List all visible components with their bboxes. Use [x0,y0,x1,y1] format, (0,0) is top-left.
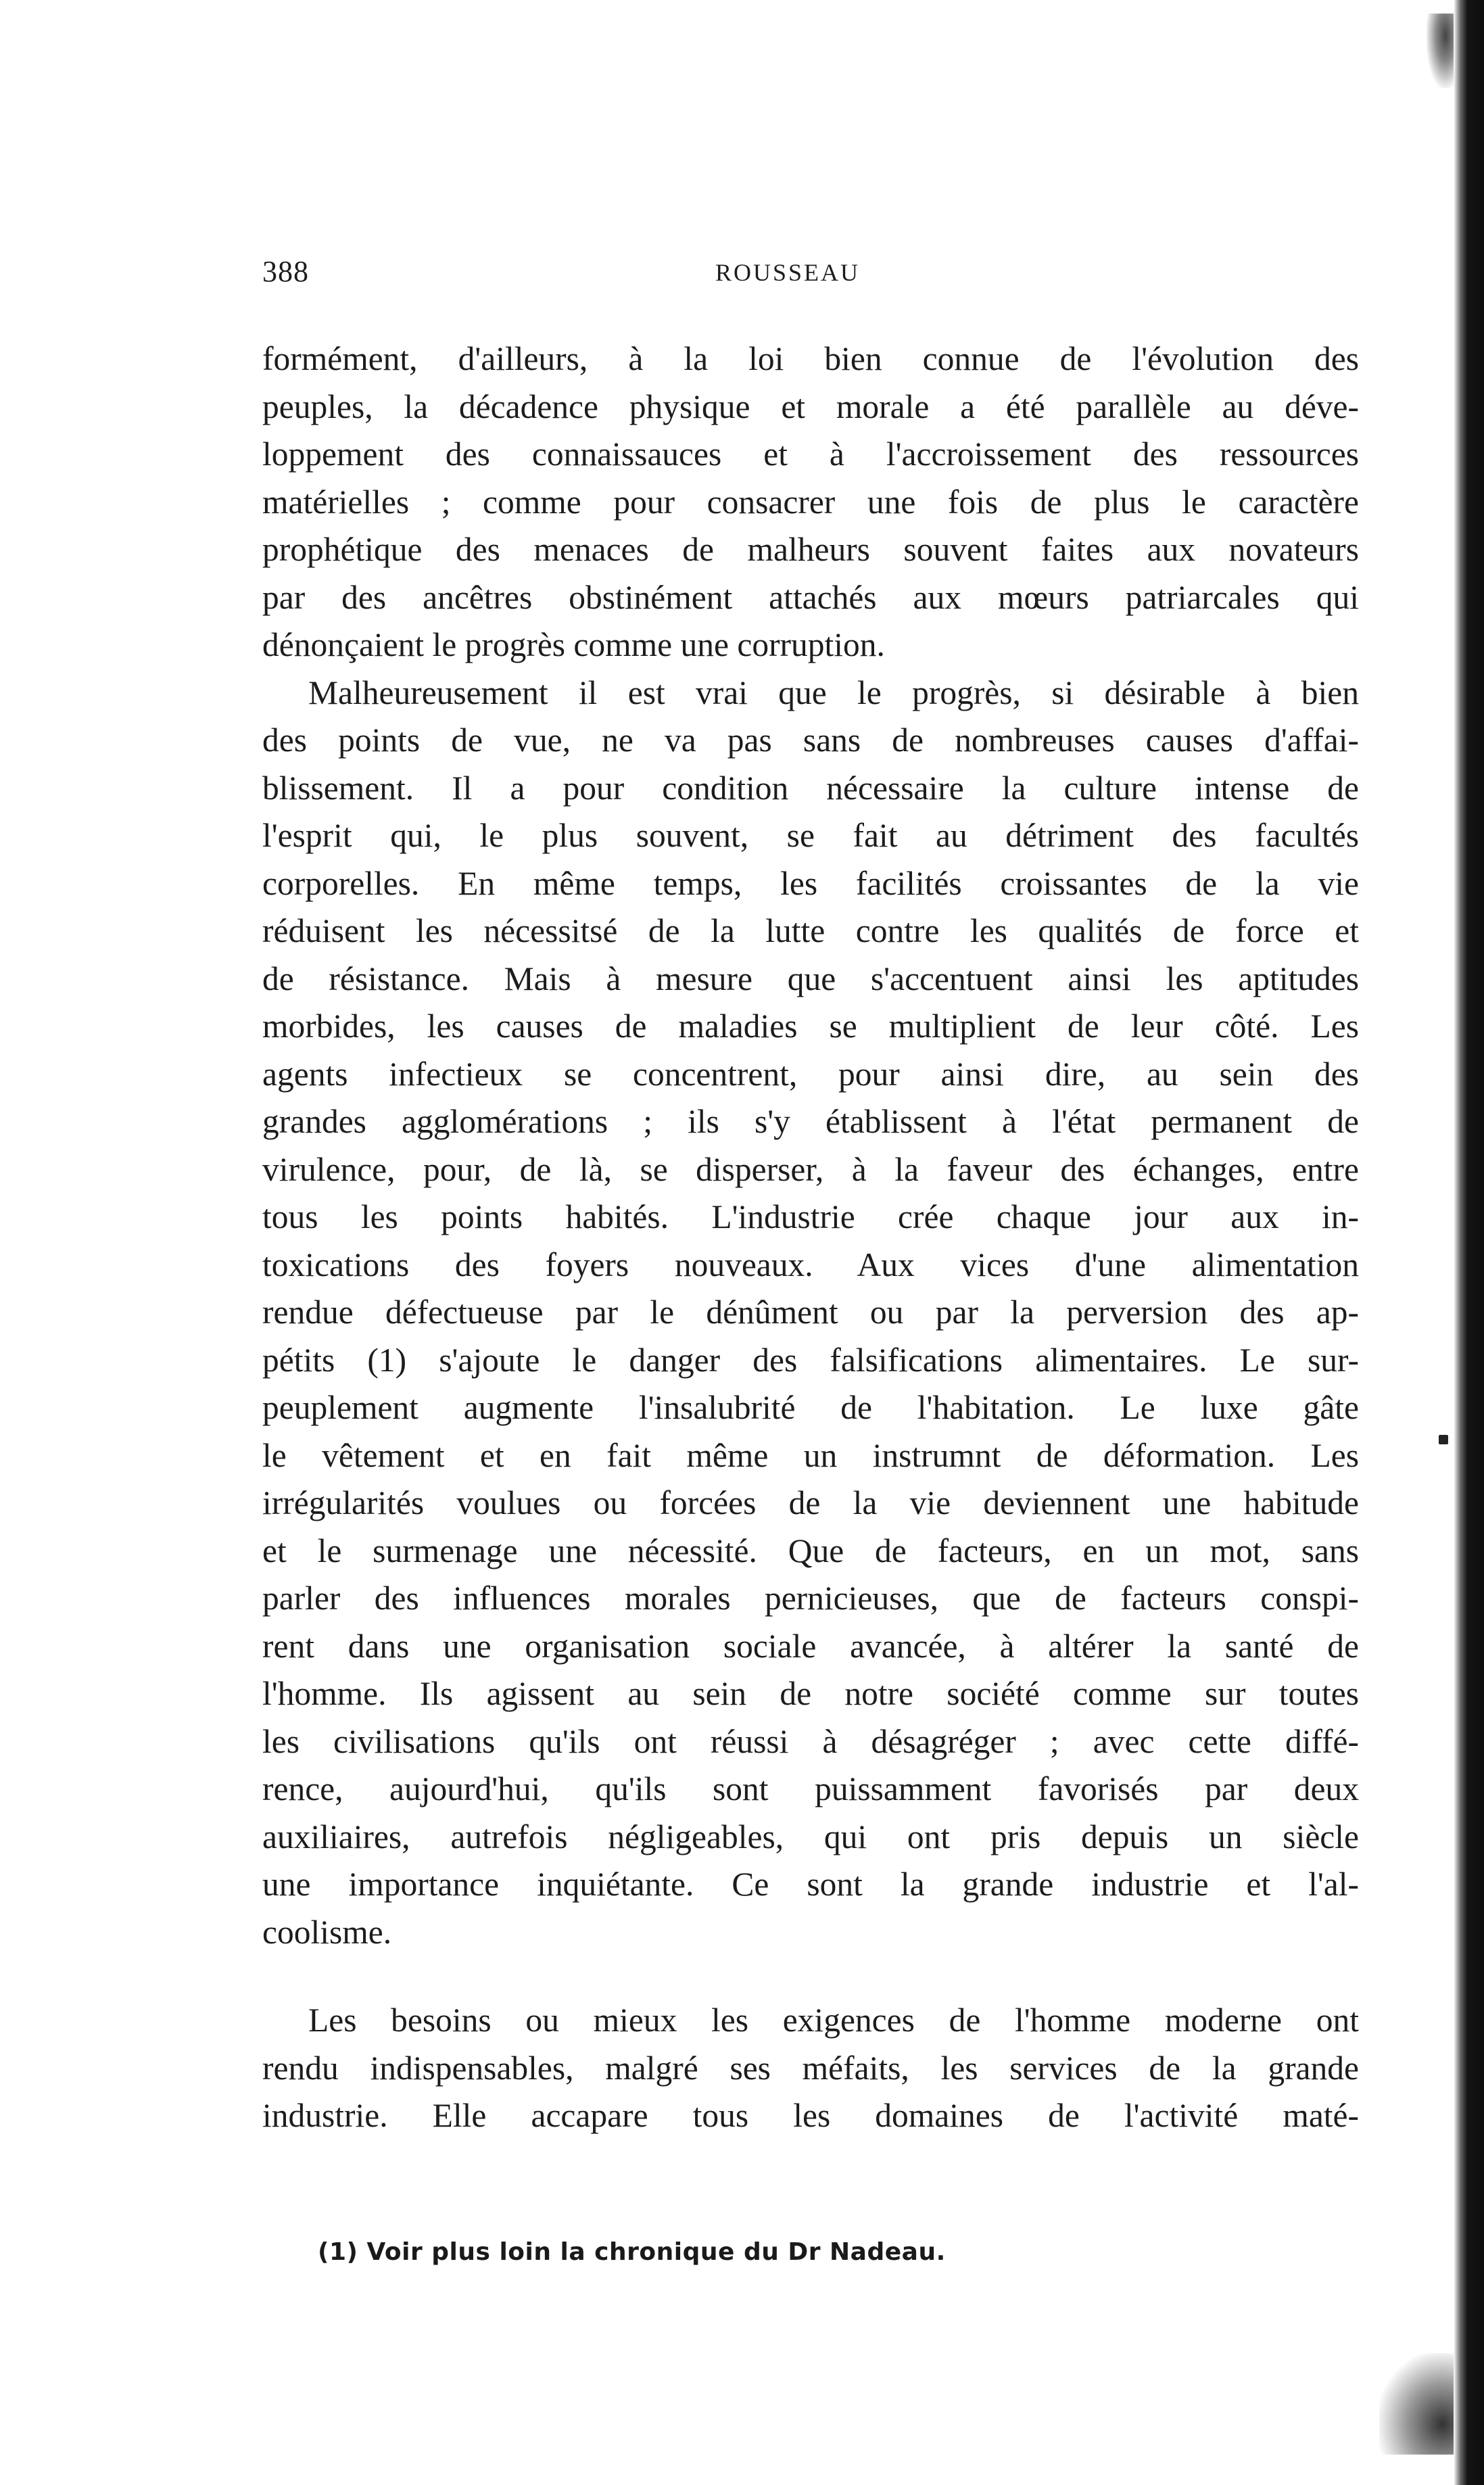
text-line: peuples, la décadence physique et morale a été parallèle au déve- [262,387,1359,425]
text-line: blissement. Il a pour condition nécessaire la culture intense de [262,769,1359,807]
text-line: rendue défectueuse par le dénûment ou par la perversion des ap- [262,1294,1359,1331]
text-line: dénonçaient le progrès comme une corruption. [262,626,885,663]
page-edge-shadow [1454,0,1484,2485]
text-line: morbides, les causes de maladies se multiplient de leur côté. Les [262,1008,1359,1045]
page-number: 388 [262,255,309,288]
paragraph-3 [262,1997,1359,2140]
text-line: rent dans une organisation sociale avancée, à altérer la santé de [262,1627,1359,1665]
text-line: prophétique des menaces de malheurs souvent faites aux novateurs [262,531,1359,568]
text-line: le vêtement et en fait même un instrumnt de déformation. Les [262,1436,1359,1474]
text-line: formément, d'ailleurs, à la loi bien connue de l'évolution des [262,340,1359,377]
scan-artifact-top [1427,14,1454,88]
scan-artifact-bottom [1379,2353,1454,2455]
text-line: peuplement augmente l'insalubrité de l'habitation. Le luxe gâte [262,1389,1359,1426]
text-line: Les besoins ou mieux les exigences de l'homme moderne ont [308,2002,1359,2039]
text-line: par des ancêtres obstinément attachés aux mœurs patriarcales qui [262,578,1359,616]
text-line: auxiliaires, autrefois négligeables, qui ont pris depuis un siècle [262,1818,1359,1855]
text-line: l'homme. Ils agissent au sein de notre société comme sur toutes [262,1675,1359,1712]
running-title: ROUSSEAU [715,259,861,286]
text-line: et le surmenage une nécessité. Que de facteurs, en un mot, sans [262,1532,1359,1569]
paragraph-1 [262,335,1359,669]
text-line: Malheureusement il est vrai que le progrès, si désirable à bien [308,673,1359,711]
text-line: les civilisations qu'ils ont réussi à désagréger ; avec cette diffé- [262,1722,1359,1760]
text-line: industrie. Elle accapare tous les domaines de l'activité maté- [262,2097,1359,2134]
text-line: l'esprit qui, le plus souvent, se fait au détriment des facultés [262,817,1359,854]
text-line: matérielles ; comme pour consacrer une fois de plus le caractère [262,483,1359,521]
text-line: grandes agglomérations ; ils s'y établissent à l'état permanent de [262,1103,1359,1140]
text-line: des points de vue, ne va pas sans de nombreuses causes d'affai- [262,721,1359,759]
text-line: irrégularités voulues ou forcées de la vie deviennent une habitude [262,1484,1359,1521]
text-line: loppement des connaissauces et à l'accroissement des ressources [262,435,1359,473]
text-line: agents infectieux se concentrent, pour ainsi dire, au sein des [262,1055,1359,1093]
running-head [262,254,1344,295]
footnote: (1) Voir plus loin la chronique du Dr Nadeau. [318,2238,946,2266]
text-line: rendu indispensables, malgré ses méfaits, les services de la grande [262,2049,1359,2087]
text-line: rence, aujourd'hui, qu'ils sont puissamment favorisés par deux [262,1770,1359,1807]
scan-artifact-dot [1439,1435,1448,1444]
text-line: virulence, pour, de là, se disperser, à la faveur des échanges, entre [262,1150,1359,1188]
text-line: coolisme. [262,1913,392,1951]
text-line: parler des influences morales pernicieuses, que de facteurs conspi- [262,1580,1359,1617]
text-line: réduisent les nécessitsé de la lutte contre les qualités de force et [262,912,1359,949]
text-line: toxications des foyers nouveaux. Aux vices d'une alimentation [262,1246,1359,1283]
body-text [262,335,1359,2140]
text-line: corporelles. En même temps, les facilités croissantes de la vie [262,864,1359,902]
text-line: pétits (1) s'ajoute le danger des falsifications alimentaires. Le sur- [262,1341,1359,1379]
paragraph-2 [262,669,1359,1957]
text-line: de résistance. Mais à mesure que s'accentuent ainsi les aptitudes [262,960,1359,997]
text-line: une importance inquiétante. Ce sont la grande industrie et l'al- [262,1866,1359,1903]
text-line: tous les points habités. L'industrie crée chaque jour aux in- [262,1198,1359,1235]
